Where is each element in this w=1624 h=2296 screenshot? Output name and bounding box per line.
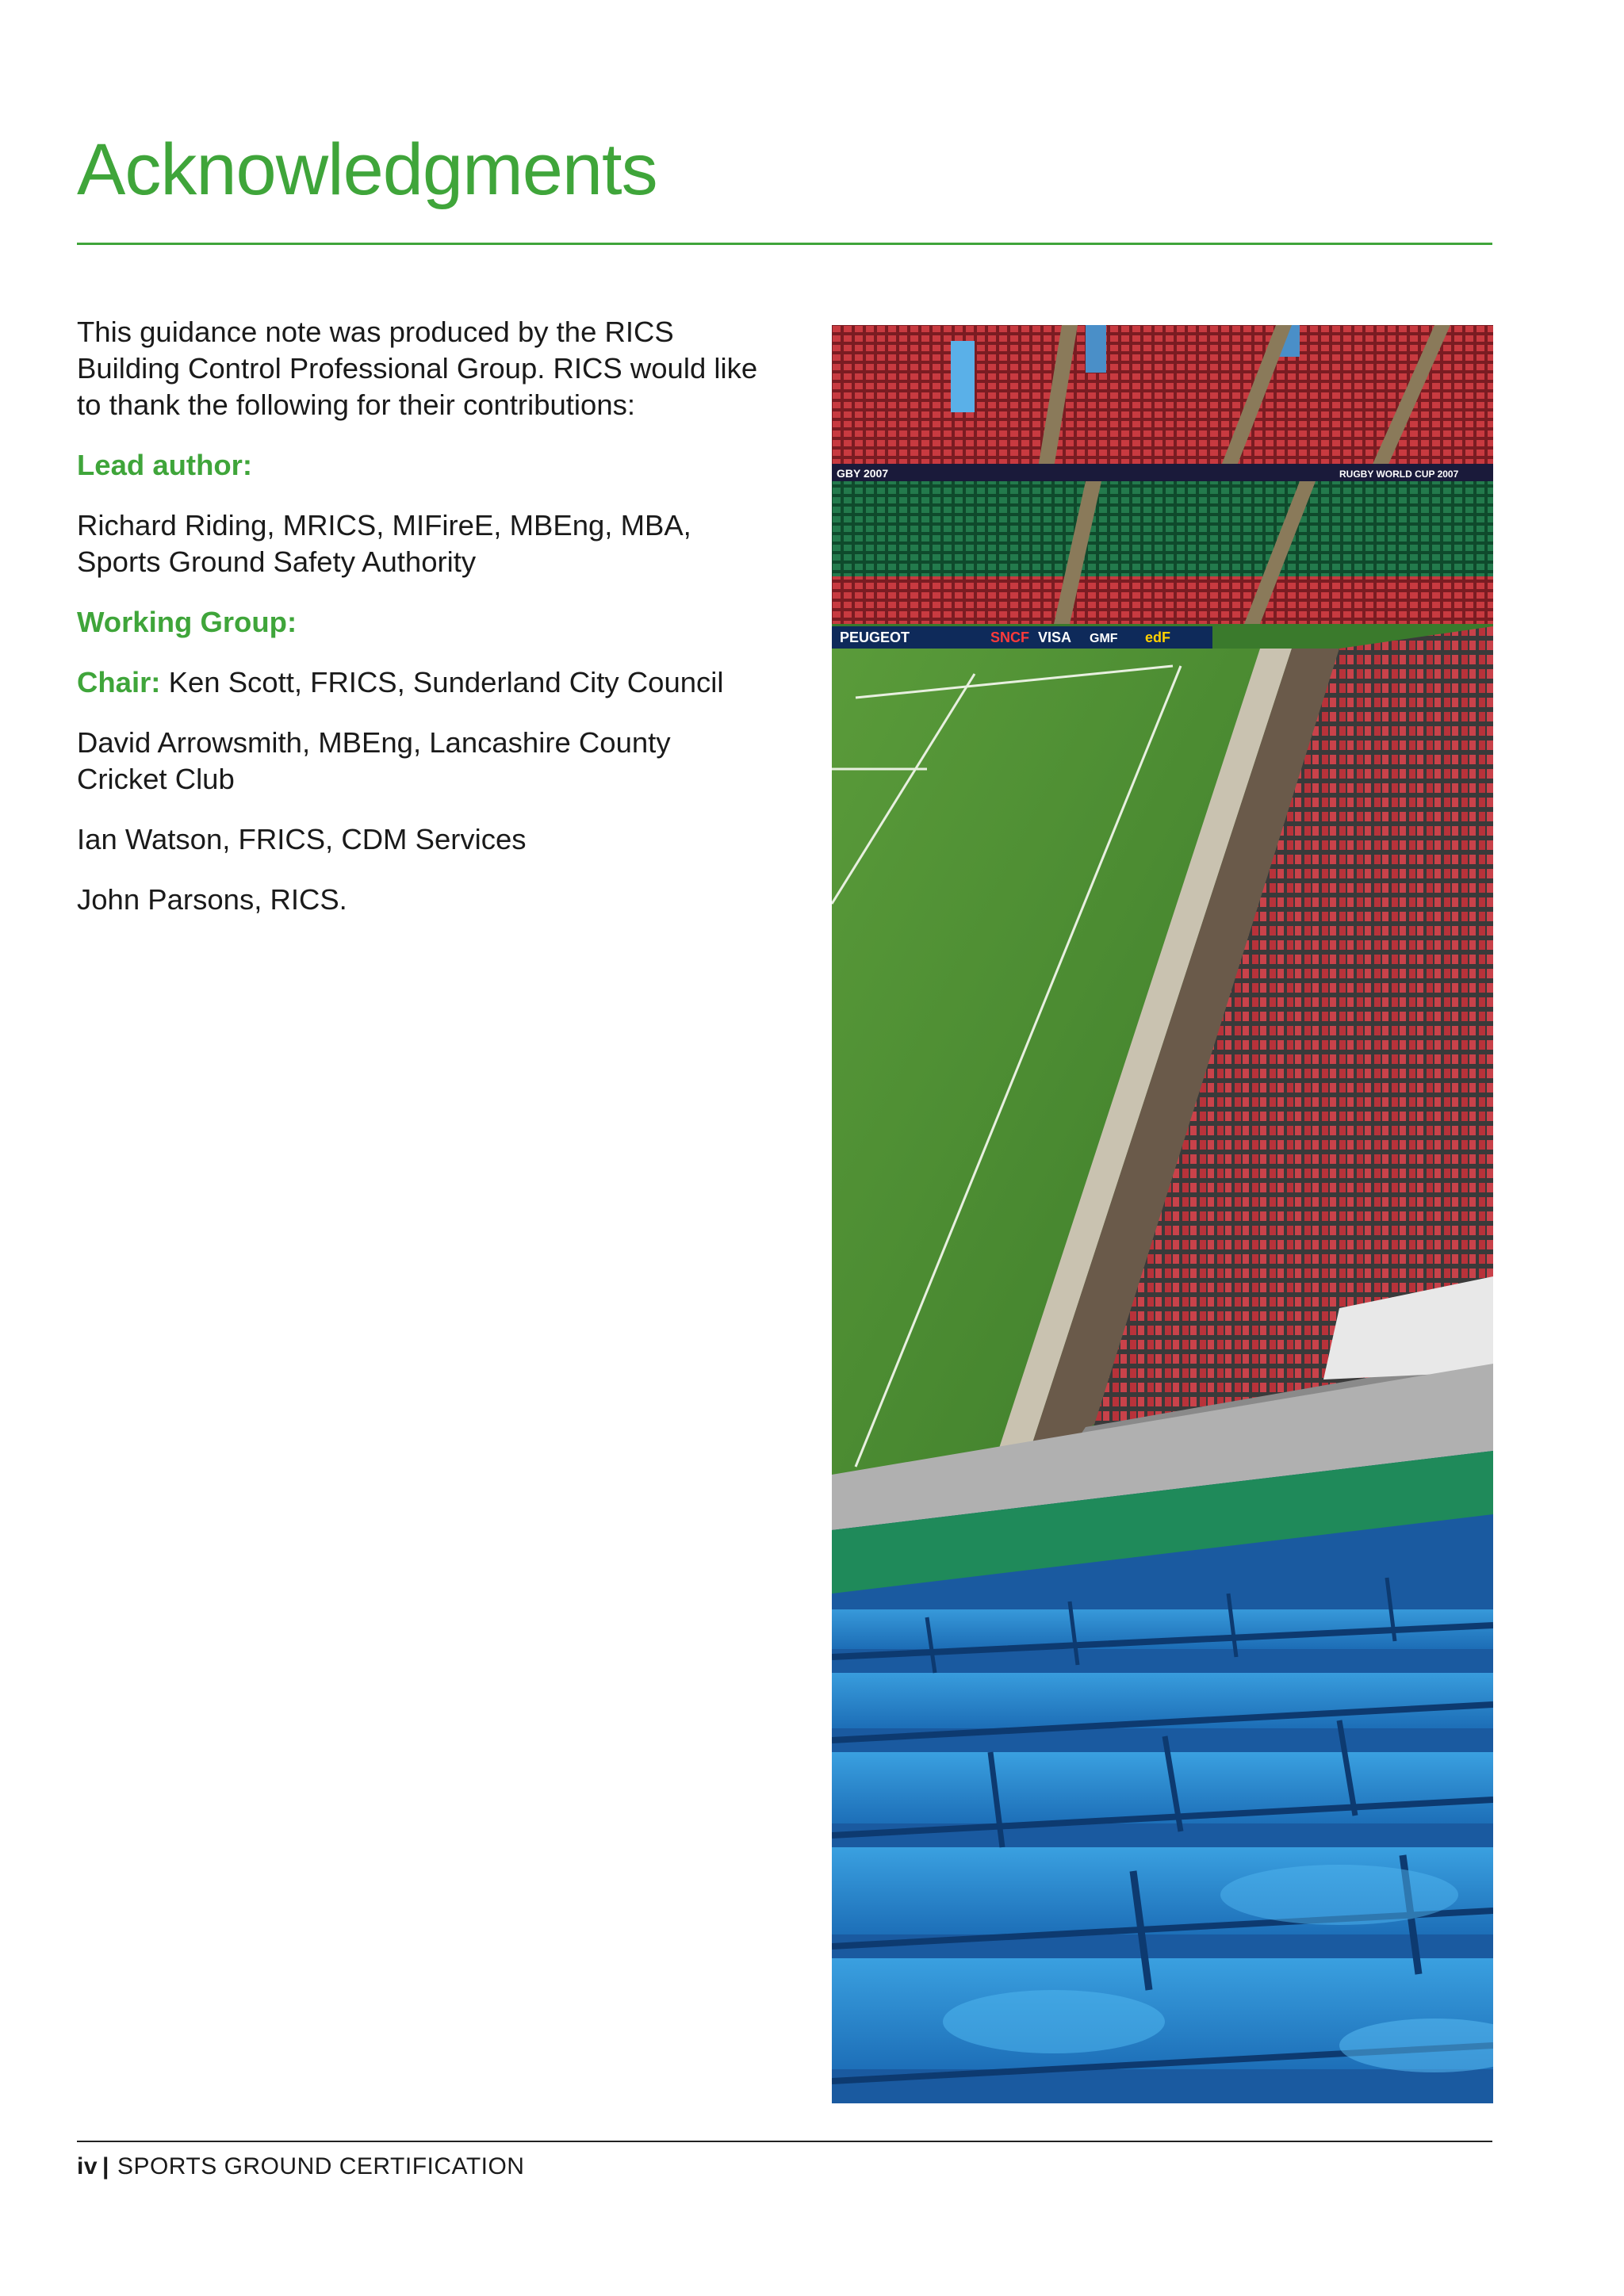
middle-stand-green — [832, 481, 1493, 576]
sponsor-board: GMF — [1090, 632, 1118, 645]
member-line: Ian Watson, FRICS, CDM Services — [77, 823, 527, 855]
member-entry — [77, 821, 775, 858]
lead-author-entry — [77, 507, 775, 580]
lead-author-heading: Lead author: — [77, 449, 253, 481]
page-number: iv — [77, 2153, 98, 2179]
page-title: Acknowledgments — [77, 129, 657, 210]
member-line: John Parsons, RICS. — [77, 883, 347, 916]
member-line: David Arrowsmith, MBEng, Lancashire County — [77, 726, 671, 759]
stadium-illustration — [832, 325, 1493, 2103]
banner-right-text: RUGBY WORLD CUP 2007 — [1339, 469, 1459, 480]
member-entry — [77, 725, 775, 798]
publication-title: SPORTS GROUND CERTIFICATION — [117, 2153, 525, 2179]
member-entry — [77, 882, 775, 918]
middle-stand-red — [832, 576, 1493, 624]
stadium-photo — [832, 325, 1493, 2103]
title-divider — [77, 243, 1492, 245]
working-group-heading: Working Group: — [77, 606, 297, 638]
footer-separator: | — [102, 2153, 109, 2179]
chair-entry — [77, 664, 775, 701]
intro-paragraph: This guidance note was produced by the RICS Building Control Professional Group. RICS would like to thank the following for their contributions: — [77, 316, 758, 421]
member-line: Cricket Club — [77, 763, 235, 795]
sponsor-board: SNCF — [990, 629, 1029, 645]
chair-label: Chair: — [77, 666, 161, 698]
lead-author-affiliation: Sports Ground Safety Authority — [77, 545, 477, 578]
chair-name: Ken Scott, FRICS, Sunderland City Council — [160, 666, 724, 698]
footer-divider — [77, 2141, 1492, 2142]
sponsor-board: PEUGEOT — [840, 629, 910, 645]
roof-light — [951, 341, 975, 412]
sponsor-board: edF — [1145, 629, 1171, 645]
page-footer — [77, 2153, 524, 2180]
acknowledgments-text — [77, 314, 775, 942]
sponsor-board: VISA — [1038, 629, 1072, 645]
lead-author-name: Richard Riding, MRICS, MIFireE, MBEng, MBA, — [77, 509, 691, 541]
banner-left-text: GBY 2007 — [837, 467, 889, 480]
roof-light — [1086, 325, 1106, 373]
